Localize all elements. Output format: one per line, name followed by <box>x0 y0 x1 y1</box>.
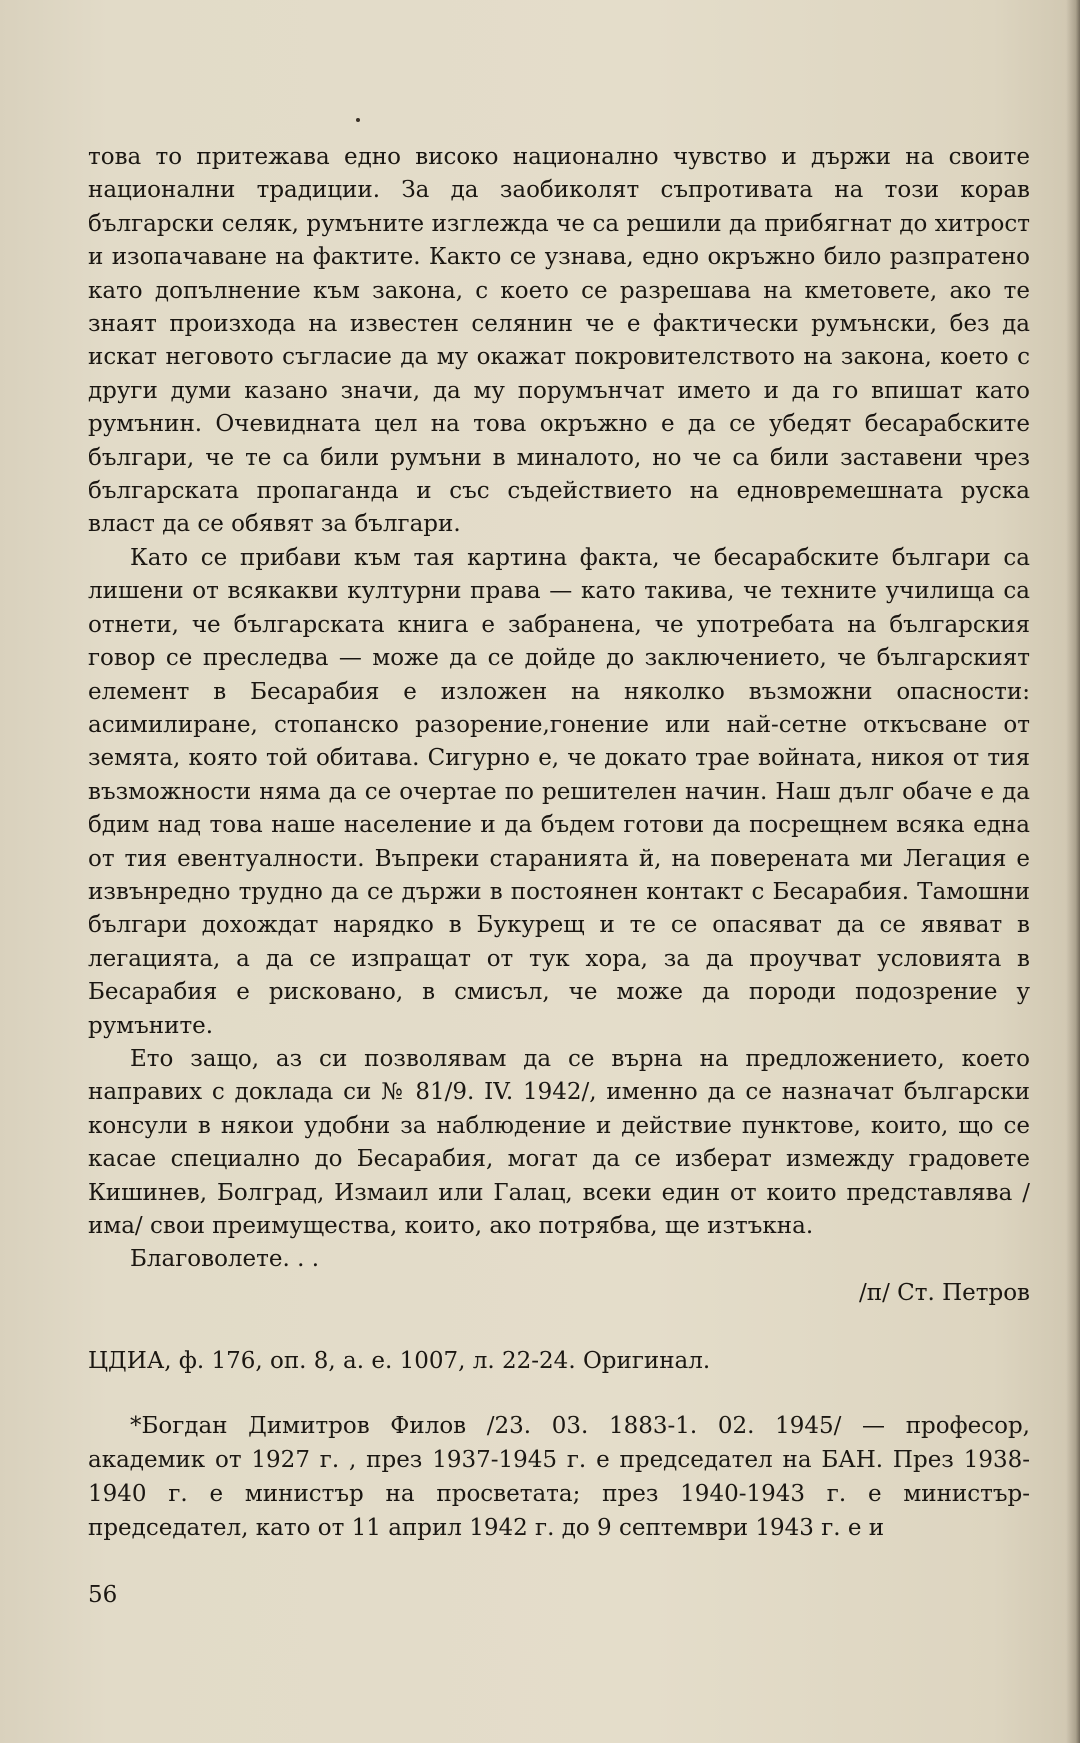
paragraph-2: Като се прибави към тая картина факта, че бесарабските българи са лишени от всякакви културни права — като такива, че техните училища са отнети, че българската книга е забранена, че употребата на българския говор се преследва — може да се дойде до заключението, че българският елемент в Бесарабия е изложен на няколко възможни опасности: асимилиране, стопанско разорение,гонение или най-сетне откъсване от земята, която той обитава. Сигурно е, че докато трае войната, никоя от тия възможности няма да се очертае по решителен начин. Наш дълг обаче е да бдим над това наше население и да бъдем готови да посрещнем всяка една от тия евентуалности. Въпреки старанията й, на поверената ми Легация е извънредно трудно да се държи в постоянен контакт с Бесарабия. Тамошни българи дохождат нарядко в Букурещ и те се опасяват да се явяват в легацията, а да се изпращат от тук хора, за да проучват условията в Бесарабия е рисковано, в смисъл, че може да породи подозрение у румъните. <box>88 544 1030 1039</box>
paragraph-1: това то притежава едно високо национално чувство и държи на своите национални традиции. За да заобиколят съпротивата на този корав български селяк, румъните изглежда че са решили да прибягнат до хитрост и изопачаване на фактите. Както се узнава, едно окръжно било разпратено като допълнение към закона, с което се разрешава на кметовете, ако те знаят произхода на известен селянин че е фактически румънски, без да искат неговото съгласие да му окажат покровителството на закона, което с други думи казано значи, да му порумънчат името и да го впишат като румънин. Очевидната цел на това окръжно е да се убедят бесарабските българи, че те са били румъни в миналото, но че са били заставени чрез българската пропаганда и със съдействието на едновремешната руска власт да се обявят за българи. <box>88 144 1030 538</box>
main-text <box>88 141 1030 1545</box>
archive-source: ЦДИА, ф. 176, оп. 8, а. е. 1007, л. 22-24. Оригинал. <box>88 1348 711 1375</box>
ink-speck <box>356 118 360 122</box>
page-edge-shadow <box>1066 0 1080 1743</box>
footnote: *Богдан Димитров Филов /23. 03. 1883-1. 02. 1945/ — професор, академик от 1927 г. , през 1937-1945 г. е председател на БАН. През 1938-1940 г. е министър на просветата; през 1940-1943 г. е министър-председател, като от 11 април 1942 г. до 9 септември 1943 г. е и <box>88 1412 1030 1541</box>
page-number: 56 <box>88 1582 118 1608</box>
closing-line: Благоволете. . . <box>130 1246 320 1273</box>
paragraph-3: Ето защо, аз си позволявам да се върна на предложението, което направих с доклада си № 81/9. IV. 1942/, именно да се назначат български консули в някои удобни за наблюдение и действие пунктове, които, що се касае специално до Бесарабия, могат да се изберат измежду градовете Кишинев, Болград, Измаил или Галац, всеки един от които представлява /има/ свои преимущества, които, ако потрябва, ще изтъкна. <box>88 1045 1030 1239</box>
signature: /п/ Ст. Петров <box>859 1279 1030 1306</box>
